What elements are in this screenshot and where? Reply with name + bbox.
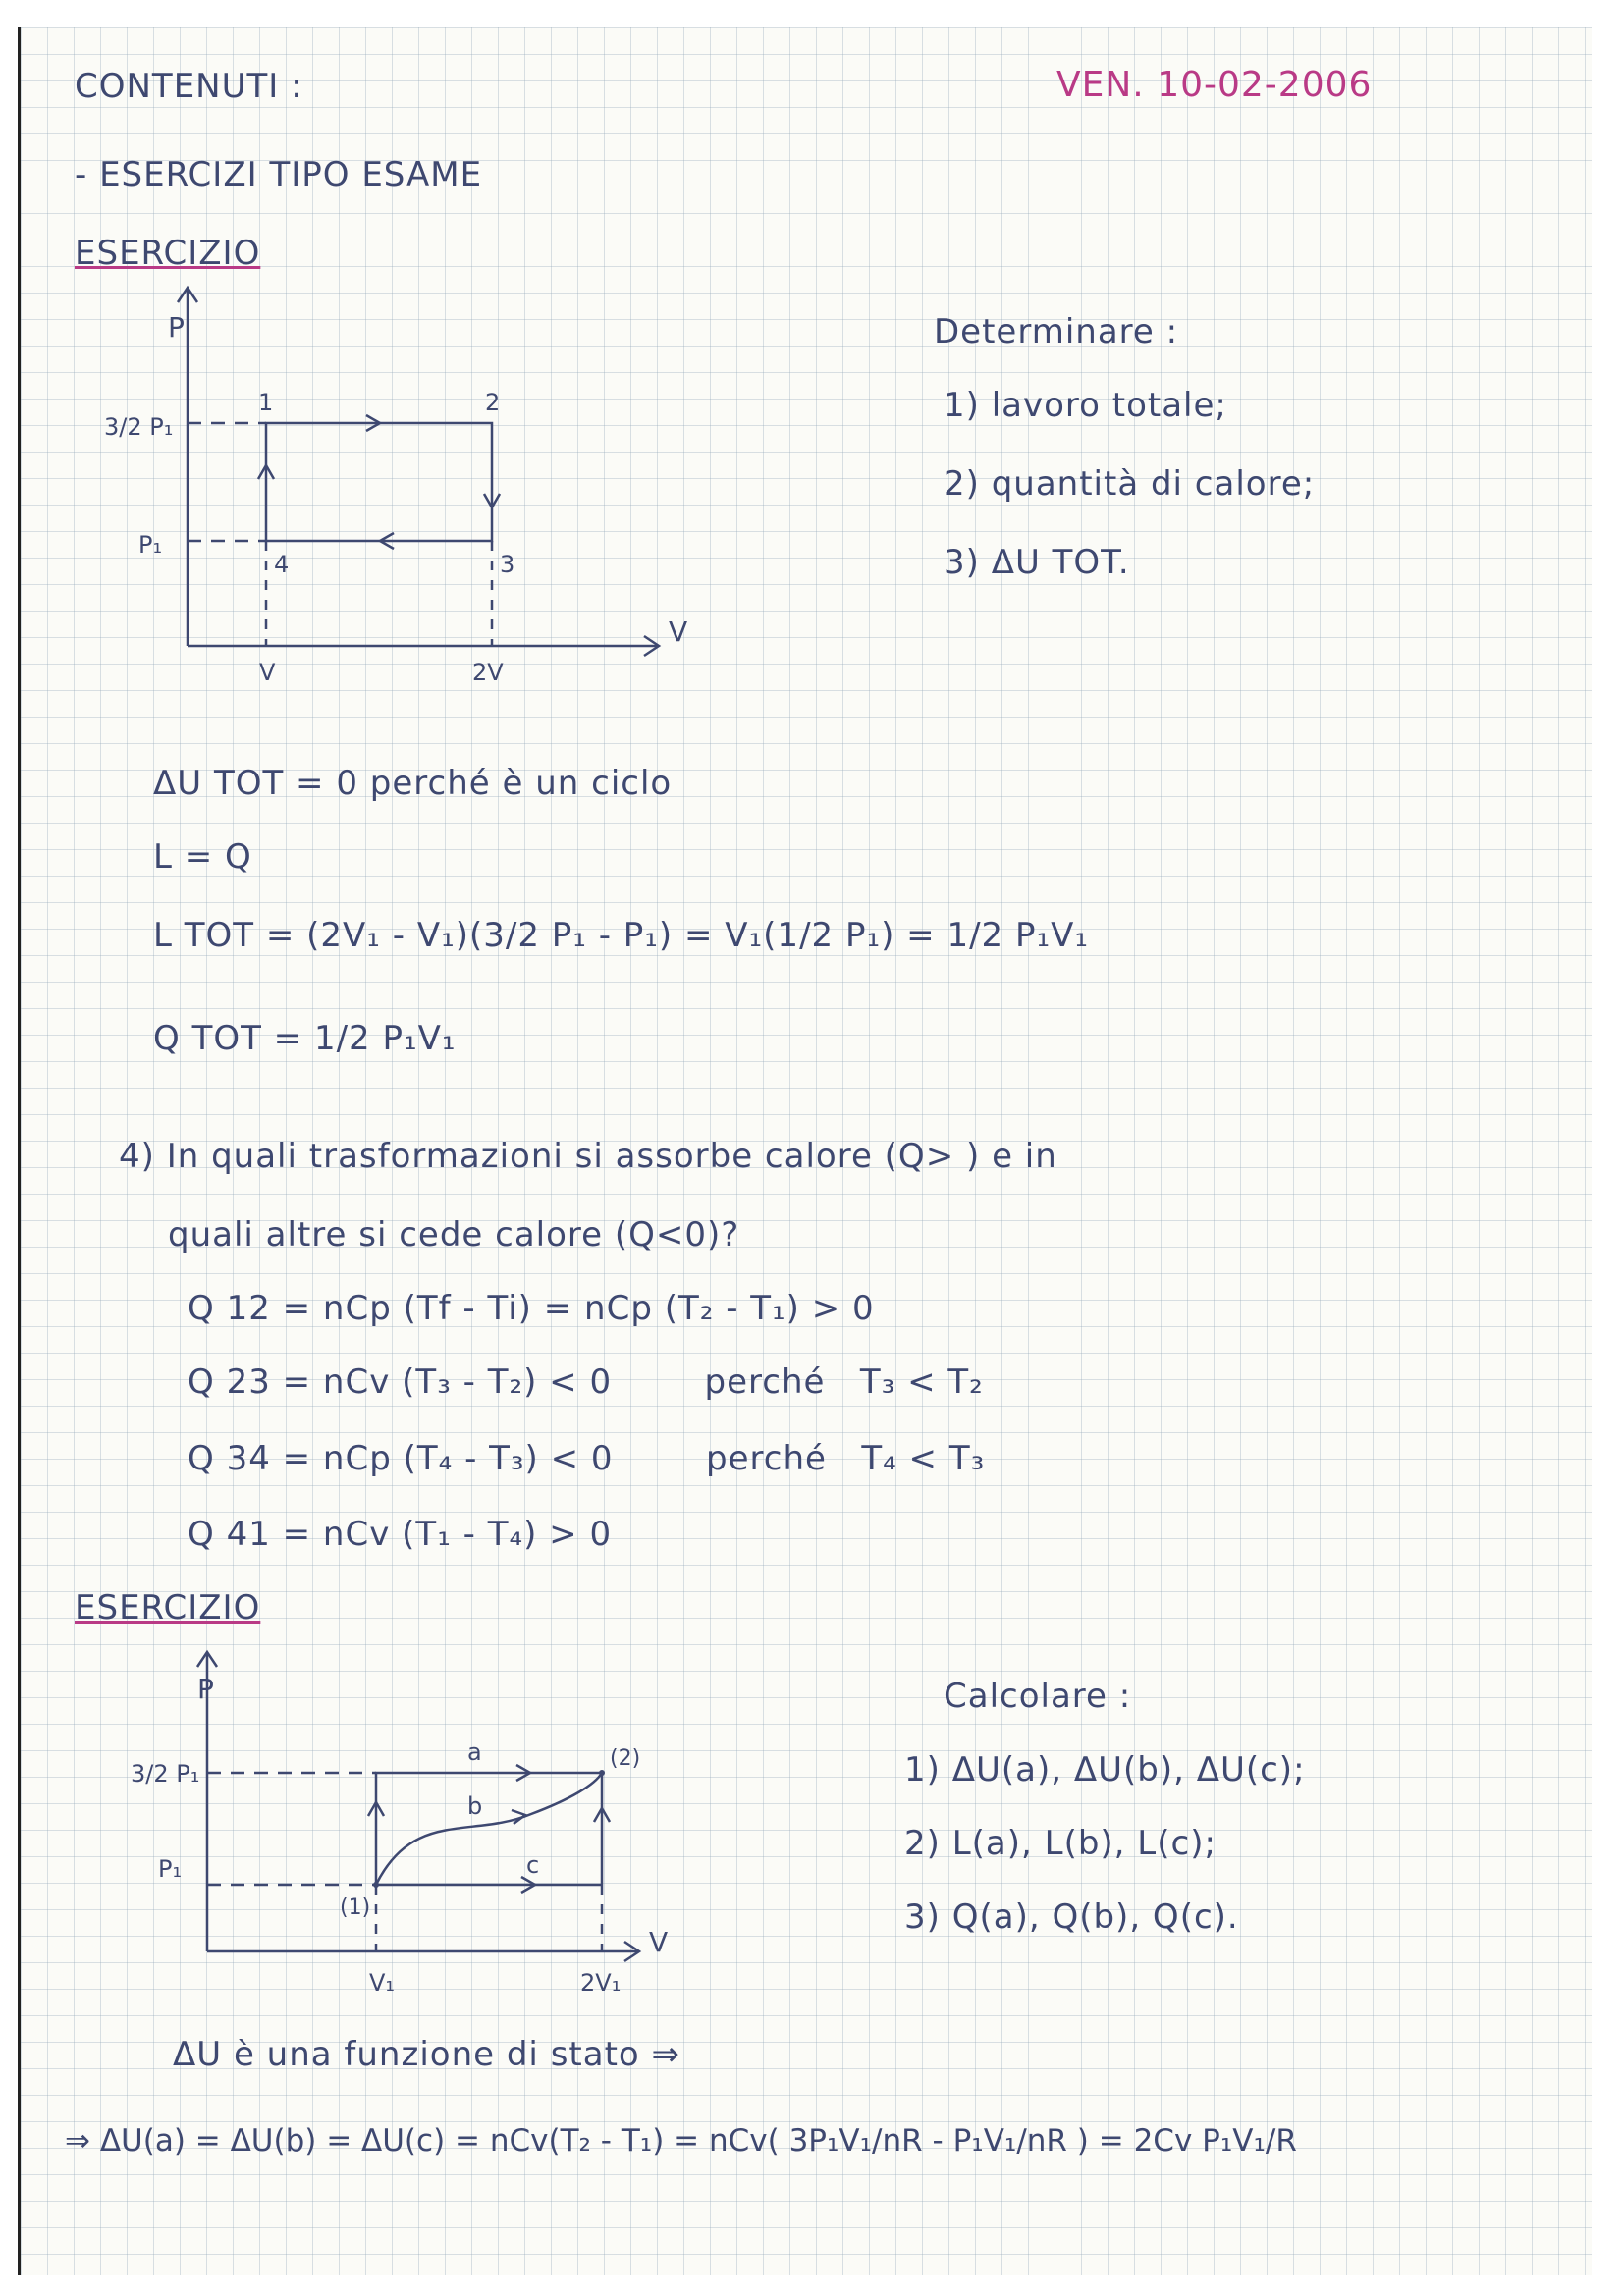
state-1-label: (1) (340, 1896, 371, 1920)
y-upper-label: 3/2 P₁ (131, 1760, 200, 1788)
state-1-point (373, 1882, 379, 1888)
point-1-label: 1 (258, 389, 274, 416)
ex1-solution-line-3: L TOT = (2V₁ - V₁)(3/2 P₁ - P₁) = V₁(1/2 P₁) = 1/2 P₁V₁ (153, 916, 1090, 955)
path-a (376, 1773, 602, 1885)
arrow-b (512, 1810, 525, 1824)
exercise2-title: ESERCIZIO (75, 1588, 261, 1628)
ex1-solution-line-2: L = Q (153, 837, 252, 877)
path-b (376, 1773, 602, 1885)
point-4-label: 4 (274, 551, 290, 578)
ex2-solution-line-1: ΔU è una funzione di stato ⇒ (173, 2035, 680, 2074)
state-2-point (599, 1770, 605, 1776)
axis-p-label: P (168, 311, 185, 344)
date-label: VEN. 10-02-2006 (1056, 65, 1373, 105)
ex1-task-item-2: 2) quantità di calore; (944, 464, 1316, 504)
exercise1-title: ESERCIZIO (75, 234, 261, 273)
ex2-task-item-1: 1) ΔU(a), ΔU(b), ΔU(c); (904, 1750, 1306, 1789)
cycle-rectangle (266, 423, 492, 541)
ex2-task-item-2: 2) L(a), L(b), L(c); (904, 1824, 1217, 1863)
ex2-task-item-3: 3) Q(a), Q(b), Q(c). (904, 1897, 1239, 1937)
x-right-label: 2V (472, 659, 504, 686)
ex1-solution-line-1: ΔU TOT = 0 perché è un ciclo (153, 764, 673, 803)
y-upper-label: 3/2 P₁ (104, 413, 174, 441)
contents-label: CONTENUTI : (75, 67, 303, 106)
ex1-task-item-1: 1) lavoro totale; (944, 386, 1227, 425)
exercise2-pv-diagram (131, 1637, 698, 2030)
point-2-label: 2 (485, 389, 501, 416)
point-3-label: 3 (500, 551, 515, 578)
path-c-label: c (526, 1851, 540, 1879)
ex1-task-item-3: 3) ΔU TOT. (944, 543, 1130, 582)
question-4-line-1: 4) In quali trasformazioni si assorbe calore (Q> ) e in (119, 1137, 1057, 1176)
ex1-task-heading: Determinare : (934, 312, 1179, 351)
notebook-page (18, 27, 1592, 2275)
heat-q34: Q 34 = nCp (T₄ - T₃) < 0 perché T₄ < T₃ (188, 1439, 986, 1478)
x-left-label: V (259, 659, 276, 686)
heat-q23: Q 23 = nCv (T₃ - T₂) < 0 perché T₃ < T₂ (188, 1362, 984, 1402)
x-right-label: 2V₁ (580, 1969, 622, 1997)
axis-p-label: P (197, 1673, 214, 1705)
y-lower-label: P₁ (138, 531, 163, 559)
heat-q12: Q 12 = nCp (Tf - Ti) = nCp (T₂ - T₁) > 0 (188, 1289, 875, 1328)
ex1-solution-line-4: Q TOT = 1/2 P₁V₁ (153, 1019, 457, 1058)
axis-v-label: V (649, 1926, 669, 1958)
contents-item: - ESERCIZI TIPO ESAME (75, 155, 483, 194)
path-a-label: a (467, 1738, 482, 1766)
ex2-task-heading: Calcolare : (944, 1677, 1132, 1716)
path-b-label: b (467, 1792, 483, 1820)
state-2-label: (2) (610, 1746, 641, 1771)
x-left-label: V₁ (369, 1969, 396, 1997)
axis-v-label: V (669, 615, 688, 648)
heat-q41: Q 41 = nCv (T₁ - T₄) > 0 (188, 1515, 613, 1554)
question-4-line-2: quali altre si cede calore (Q<0)? (168, 1215, 740, 1255)
exercise1-pv-diagram (104, 278, 698, 690)
ex2-solution-line-2: ⇒ ΔU(a) = ΔU(b) = ΔU(c) = nCv(T₂ - T₁) = nCv( 3P₁V₁/nR - P₁V₁/nR ) = 2Cv P₁V₁/R (65, 2123, 1297, 2159)
y-lower-label: P₁ (158, 1855, 183, 1883)
